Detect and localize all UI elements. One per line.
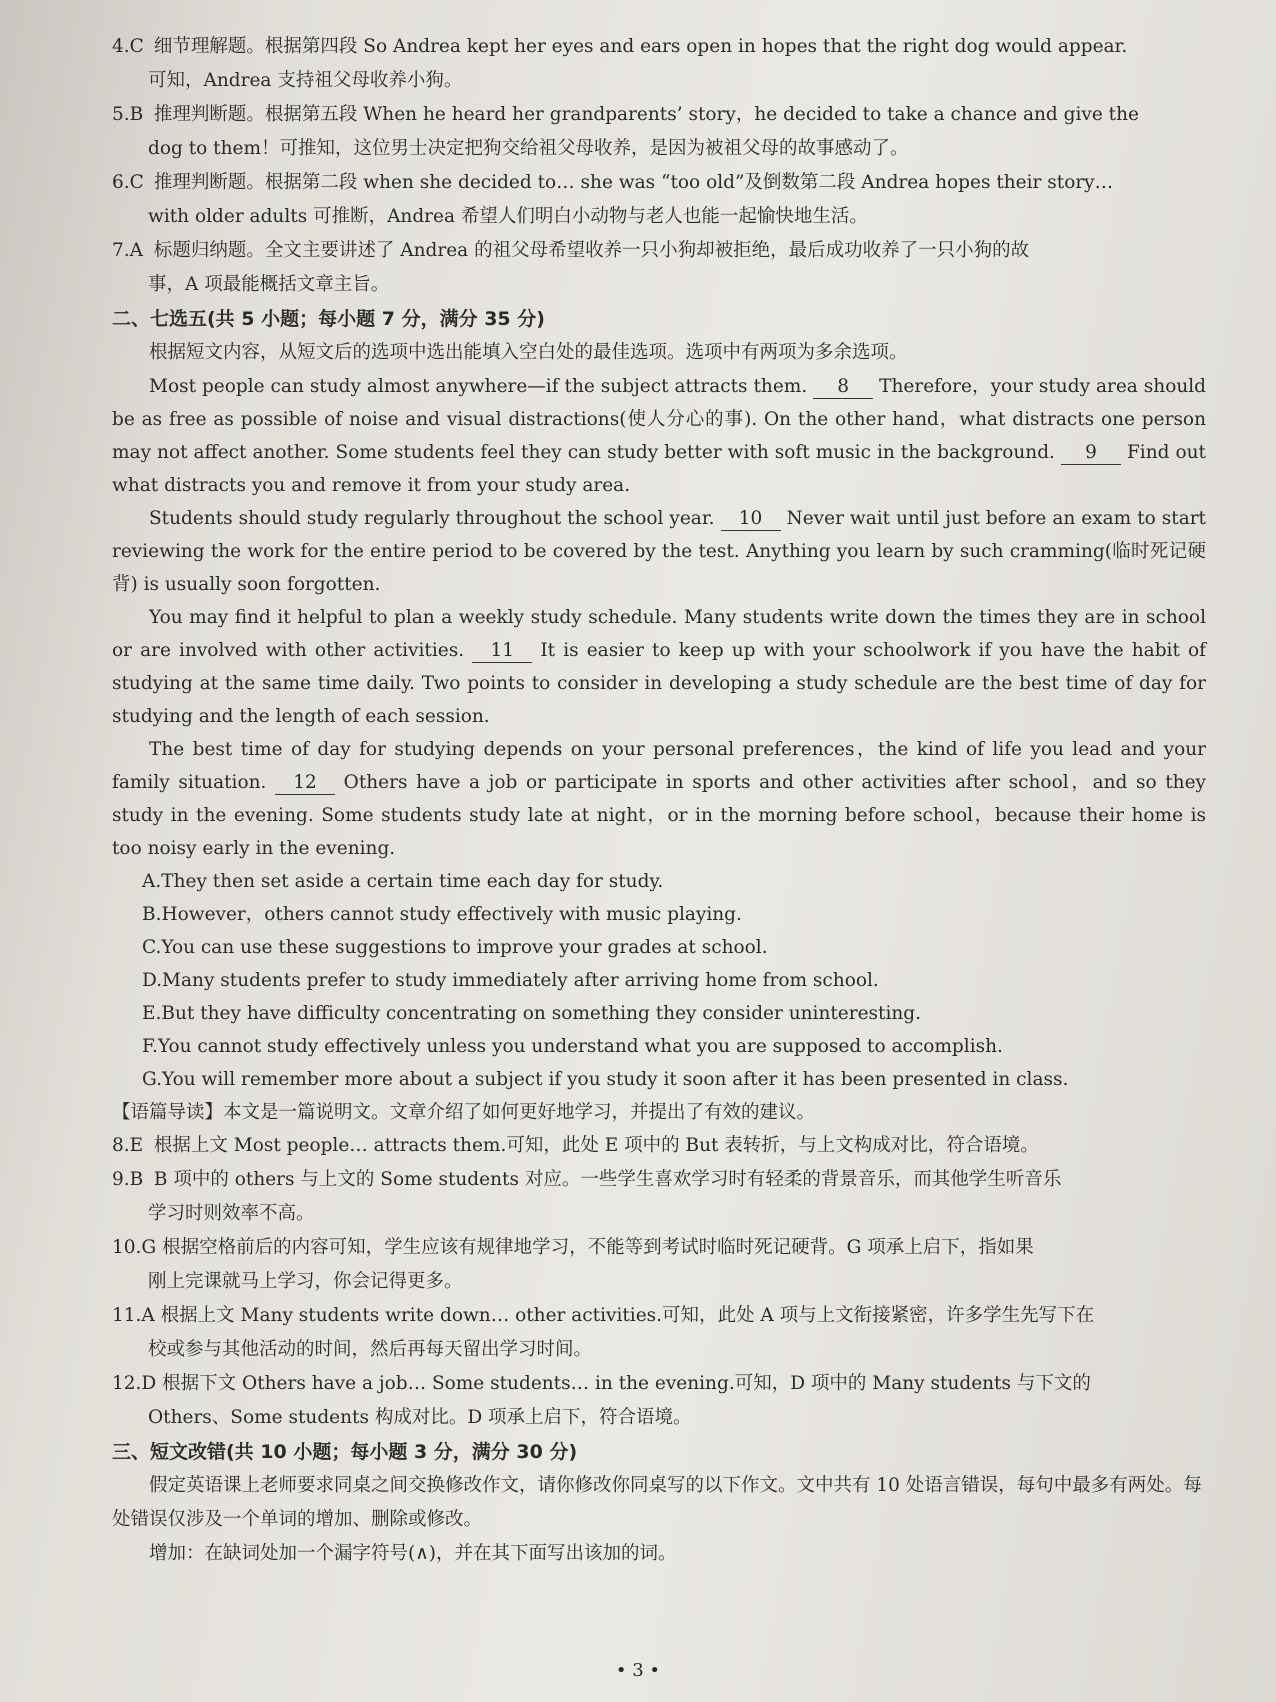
answers-top (112, 30, 1206, 302)
section3-add-rule: 增加：在缺词处加一个漏字符号(∧)，并在其下面写出该加的词。 (149, 1543, 677, 1564)
blank-11[interactable]: 11 (472, 640, 532, 663)
option-c[interactable]: C.You can use these suggestions to improve your grades at school. (142, 937, 768, 958)
answer-item: 10.G 根据空格前后的内容可知，学生应该有规律地学习，不能等到考试时临时死记硬背。G 项承上启下，指如果 刚上完课就马上学习，你会记得更多。 (112, 1237, 1034, 1292)
answers-mid (112, 1129, 1206, 1435)
blank-12[interactable]: 12 (275, 772, 335, 795)
answer-item: 12.D 根据下文 Others have a job… Some students… in the evening.可知，D 项中的 Many students 与下文的 Others、Some students 构成对比。D 项承上启下，符合语境。 (112, 1373, 1091, 1428)
answer-item: 5.B 推理判断题。根据第五段 When he heard her grandparents’ story，he decided to take a chance and give the dog to them！可推知，这位男士决定把狗交给祖父母收养，是因为被祖父母的故事感动了。 (112, 104, 1139, 159)
passage-paragraph-2: Students should study regularly throughout the school year. 10 Never wait until just before an exam to start reviewing the work for the entire period to be covered by the test. Anything you learn by such cramming(临时死记硬背) is usually soon forgotten. (112, 508, 1206, 595)
answer-item: 8.E 根据上文 Most people… attracts them.可知，此处 E 项中的 But 表转折，与上文构成对比，符合语境。 (112, 1135, 1039, 1156)
answer-item: 9.B B 项中的 others 与上文的 Some students 对应。一些学生喜欢学习时有轻柔的背景音乐，而其他学生听音乐 学习时则效率不高。 (112, 1169, 1062, 1224)
passage-paragraph-3: You may find it helpful to plan a weekly study schedule. Many students write down the times they are in school or are involved with other activities. 11 It is easier to keep up with your schoolwork if you have the habit of studying at the same time daily. Two points to consider in developing a study schedule are the best time of day for studying and the length of each session. (112, 607, 1206, 727)
section3-instruction: 假定英语课上老师要求同桌之间交换修改作文，请你修改你同桌写的以下作文。文中共有 10 处语言错误，每句中最多有两处。每处错误仅涉及一个单词的增加、删除或修改。 (112, 1475, 1202, 1530)
section2-instruction: 根据短文内容，从短文后的选项中选出能填入空白处的最佳选项。选项中有两项为多余选项。 (149, 342, 908, 363)
option-e[interactable]: E.But they have difficulty concentrating on something they consider uninteresting. (142, 1003, 922, 1024)
option-d[interactable]: D.Many students prefer to study immediately after arriving home from school. (142, 970, 879, 991)
option-f[interactable]: F.You cannot study effectively unless you understand what you are supposed to accomplish. (142, 1036, 1003, 1057)
blank-8[interactable]: 8 (813, 376, 873, 399)
page-number: • 3 • (615, 1660, 661, 1681)
blank-9[interactable]: 9 (1061, 442, 1121, 465)
section2-heading: 二、七选五(共 5 小题；每小题 7 分，满分 35 分) (112, 308, 545, 330)
section3-heading: 三、短文改错(共 10 小题；每小题 3 分，满分 30 分) (112, 1441, 578, 1463)
passage-paragraph-1: Most people can study almost anywhere—if the subject attracts them. 8 Therefore，your study area should be as free as possible of noise and visual distractions(使人分心的事). On the other hand，what distracts one person may not affect another. Some students feel they can study better with soft music in the background. 9 Find out what distracts you and remove it from your study area. (112, 376, 1207, 496)
option-b[interactable]: B.However，others cannot study effectively with music playing. (142, 904, 742, 925)
answer-item: 4.C 细节理解题。根据第四段 So Andrea kept her eyes and ears open in hopes that the right dog would appear. 可知，Andrea 支持祖父母收养小狗。 (112, 36, 1128, 91)
option-a[interactable]: A.They then set aside a certain time each day for study. (142, 871, 664, 892)
reading-guide: 【语篇导读】本文是一篇说明文。文章介绍了如何更好地学习，并提出了有效的建议。 (112, 1102, 816, 1123)
answer-item: 7.A 标题归纳题。全文主要讲述了 Andrea 的祖父母希望收养一只小狗却被拒绝，最后成功收养了一只小狗的故 事，A 项最能概括文章主旨。 (112, 240, 1030, 295)
options-list (112, 865, 1206, 1096)
answer-item: 6.C 推理判断题。根据第二段 when she decided to… she was “too old”及倒数第二段 Andrea hopes their story… with older adults 可推断，Andrea 希望人们明白小动物与老人也能一起愉快地生活。 (112, 172, 1114, 227)
option-g[interactable]: G.You will remember more about a subject if you study it soon after it has been presented in class. (142, 1069, 1069, 1090)
blank-10[interactable]: 10 (721, 508, 781, 531)
passage-paragraph-4: The best time of day for studying depends on your personal preferences，the kind of life you lead and your family situation. 12 Others have a job or participate in sports and other activities after school，and so they study in the evening. Some students study late at night，or in the morning before school，because their home is too noisy early in the evening. (112, 739, 1206, 859)
answer-item: 11.A 根据上文 Many students write down… other activities.可知，此处 A 项与上文衔接紧密，许多学生先写下在 校或参与其他活动的时间，然后再每天留出学习时间。 (112, 1305, 1095, 1360)
